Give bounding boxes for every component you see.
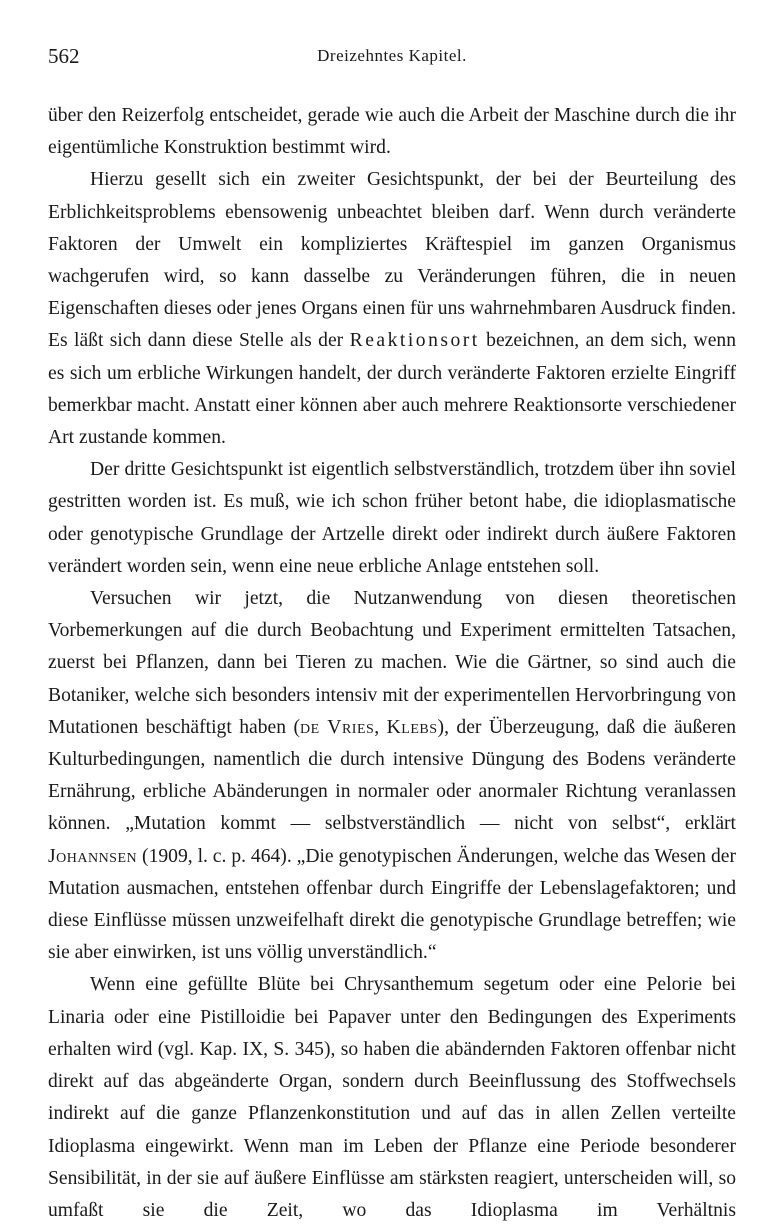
author-name-johannsen: Johannsen bbox=[48, 845, 138, 867]
paragraph-4-part1: Versuchen wir jetzt, die Nutzanwendung von diesen theoretischen Vorbemerkungen auf die durch Beobachtung und Experiment ermittelten Tatsachen, zuerst bei Pflanzen, dann bei Tieren zu machen. Wie die Gärtner, so sind auch die Botaniker, welche sich besonders intensiv mit der experimentellen Hervorbringung von Mutationen beschäftigt haben ( bbox=[48, 588, 736, 738]
paragraph-2-part1: Hierzu gesellt sich ein zweiter Gesichtspunkt, der bei der Beurteilung des Erblichkeitsproblems ebensowenig unbeachtet bleiben darf. Wenn durch veränderte Faktoren der Umwelt ein kompliziertes Kräftespiel im ganzen Organismus wachgerufen wird, so kann dasselbe zu Veränderungen führen, die in neuen Eigenschaften dieses oder jenes Organs einen für uns wahrnehmbaren Ausdruck finden. Es läßt sich dann diese Stelle als der bbox=[48, 169, 736, 352]
paragraph-1-text: über den Reizerfolg entscheidet, gerade wie auch die Arbeit der Maschine durch die ihr eigentümliche Konstruktion bestimmt wird. bbox=[48, 105, 736, 159]
author-name-de-vries: de Vries bbox=[300, 716, 375, 738]
paragraph-4-part3: (1909, l. c. p. 464). „Die genotypischen Änderungen, welche das Wesen der Mutation ausmachen, entstehen offenbar durch Eingriffe der Lebenslagefaktoren; und diese Einflüsse müssen unzweifelhaft direkt die genotypische Grundlage betreffen; wie sie aber einwirken, ist uns völlig unverständlich.“ bbox=[48, 845, 736, 964]
paragraph-3-text: Der dritte Gesichtspunkt ist eigentlich selbstverständlich, trotzdem über ihn soviel gestritten worden ist. Es muß, wie ich schon früher betont habe, die idioplasmatische oder genotypische Grundlage der Artzelle direkt oder indirekt durch äußere Faktoren verändert worden sein, wenn eine neue erbliche Anlage entstehen soll. bbox=[48, 459, 736, 577]
paragraph-1 bbox=[48, 100, 736, 164]
author-separator: , bbox=[374, 716, 387, 738]
book-page bbox=[48, 44, 736, 1227]
paragraph-3 bbox=[48, 454, 736, 583]
paragraph-2 bbox=[48, 164, 736, 454]
paragraph-5-text: Wenn eine gefüllte Blüte bei Chrysanthemum segetum oder eine Pelorie bei Linaria oder eine Pistilloidie bei Papaver unter den Bedingungen des Experiments erhalten wird (vgl. Kap. IX, S. 345), so haben die abändernden Faktoren offenbar nicht direkt auf das abgeänderte Organ, sondern durch Beeinflussung des Stoffwechsels indirekt auf die ganze Pflanzenkonstitution und auf das in allen Zellen verteilte Idioplasma eingewirkt. Wenn man im Leben der Pflanze eine Periode besonderer Sensibilität, in der sie auf äußere Einflüsse am stärksten reagiert, unterscheiden will, so umfaßt sie die Zeit, wo das Idioplasma im Verhältnis bbox=[48, 974, 736, 1221]
paragraph-4-part2: ), der Überzeugung, daß die äußeren Kulturbedingungen, namentlich die durch intensive Düngung des Bodens veränderte Ernährung, erbliche Abänderungen in normaler oder anormaler Richtung veranlassen können. „Mutation kommt — selbstverständlich — nicht von selbst“, erklärt bbox=[48, 716, 736, 835]
paragraph-2-part2: bezeichnen, an dem sich, wenn es sich um erbliche Wirkungen handelt, der durch veränderte Faktoren erzielte Eingriff bemerkbar macht. Anstatt einer können aber auch mehrere Reaktionsorte verschiedener Art zustande kommen. bbox=[48, 330, 736, 449]
paragraph-5 bbox=[48, 969, 736, 1227]
running-title: Dreizehntes Kapitel. bbox=[317, 46, 467, 65]
page-number: 562 bbox=[48, 44, 80, 68]
emphasized-term: Reaktionsort bbox=[349, 330, 480, 352]
author-name-klebs: Klebs bbox=[386, 716, 438, 738]
page-header bbox=[48, 44, 736, 80]
paragraph-4 bbox=[48, 583, 736, 969]
body-text bbox=[48, 100, 736, 1227]
